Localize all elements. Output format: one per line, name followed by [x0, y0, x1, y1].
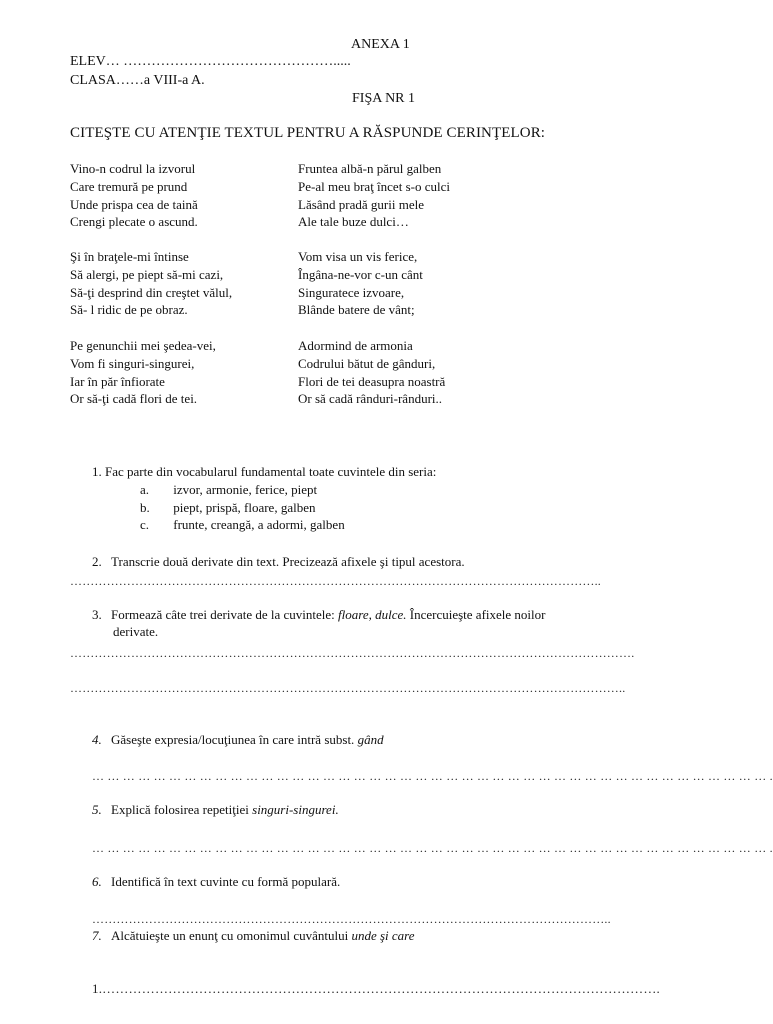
answer-line[interactable]: ………………………………………………………………………………………………………………….. — [70, 574, 601, 588]
option-c — [140, 516, 345, 533]
question-5 — [92, 801, 339, 818]
poem-right-stanza-2 — [298, 248, 423, 319]
option-text: piept, prispă, floare, galben — [173, 500, 316, 515]
student-name-line: ELEV… ………………………………………..... — [70, 54, 351, 69]
poem-line: Codrului bătut de gânduri, — [298, 355, 436, 371]
poem-line: Or să cadă rânduri-rânduri.. — [298, 391, 443, 407]
question-text-continued: Încercuieşte afixele noilor — [406, 607, 546, 622]
poem-line: Flori de tei deasupra noastră — [298, 373, 446, 389]
answer-line[interactable]: ……………………………………………………………………………………………………………………….. — [70, 681, 626, 695]
poem-line: Adormind de armonia — [298, 338, 413, 353]
poem-line: Să-ţi desprind din creştet vălul, — [70, 284, 233, 300]
question-7 — [92, 927, 415, 944]
question-number: 1. — [92, 464, 102, 479]
poem-line: Singuratece izvoare, — [298, 284, 405, 300]
class-line: CLASA……a VIII-a A. — [70, 73, 205, 88]
answer-line[interactable]: 1.………………………………………………………………………………………………………………. — [92, 981, 660, 996]
option-a — [140, 481, 317, 498]
question-text: Alcătuieşte un enunţ cu omonimul cuvântului — [111, 928, 352, 943]
question-text: Identifică în text cuvinte cu formă populară. — [111, 874, 341, 889]
poem-right-stanza-3 — [298, 337, 445, 408]
question-3 — [92, 606, 545, 623]
option-text: frunte, creangă, a adormi, galben — [173, 517, 345, 532]
answer-line[interactable]: … … … … … … … … … … … … … … … … … … … … … … … … … … … … … … … … … … … … … … … … … … … … . — [92, 769, 773, 783]
question-4 — [92, 731, 384, 748]
question-number: 7. — [92, 928, 102, 943]
poem-line: Vino-n codrul la izvorul — [70, 161, 196, 176]
option-letter: c. — [140, 517, 150, 532]
question-keywords: unde şi care — [351, 928, 415, 943]
poem-line: Care tremură pe prund — [70, 178, 188, 194]
question-keyword: gând — [357, 732, 384, 747]
question-number: 4. — [92, 732, 102, 747]
question-number: 2. — [92, 554, 102, 569]
question-3-line-2: derivate. — [113, 624, 159, 639]
option-b — [140, 499, 315, 516]
question-1 — [92, 463, 436, 480]
question-2 — [92, 553, 465, 570]
poem-line: Pe-al meu braţ încet s-o culci — [298, 178, 450, 194]
poem-left-stanza-2 — [70, 248, 232, 319]
poem-line: Fruntea albă-n părul galben — [298, 161, 442, 176]
poem-line: Să- l ridic de pe obraz. — [70, 302, 188, 318]
poem-line: Şi în braţele-mi întinse — [70, 249, 189, 264]
poem-line: Vom fi singuri-singurei, — [70, 355, 195, 371]
worksheet-title: FIŞA NR 1 — [352, 91, 416, 106]
question-text: Fac parte din vocabularul fundamental toate cuvintele din seria: — [105, 464, 437, 479]
poem-right-stanza-1 — [298, 160, 450, 231]
poem-line: Vom visa un vis ferice, — [298, 249, 418, 264]
question-text: Formează câte trei derivate de la cuvintele: — [111, 607, 339, 622]
instruction-heading: CITEŞTE CU ATENŢIE TEXTUL PENTRU A RĂSPUNDE CERINŢELOR: — [70, 125, 546, 141]
poem-line: Crengi plecate o ascund. — [70, 214, 198, 230]
option-letter: b. — [140, 500, 150, 515]
question-6 — [92, 873, 340, 890]
poem-line: Blânde batere de vânt; — [298, 302, 415, 318]
option-text: izvor, armonie, ferice, piept — [173, 482, 318, 497]
answer-line[interactable]: …………………………………………………………………………………………………………………………. — [70, 646, 635, 660]
poem-line: Să alergi, pe piept să-mi cazi, — [70, 266, 224, 282]
question-text: Găseşte expresia/locuţiunea în care intră subst. — [111, 732, 358, 747]
question-number: 6. — [92, 874, 102, 889]
question-keywords: floare, dulce. — [338, 607, 407, 622]
poem-line: Or să-ţi cadă flori de tei. — [70, 391, 198, 407]
poem-line: Lăsând pradă gurii mele — [298, 196, 424, 212]
poem-line: Unde prispa cea de taină — [70, 196, 198, 212]
question-text: Transcrie două derivate din text. Precizează afixele şi tipul acestora. — [111, 554, 465, 569]
answer-line[interactable]: ……………………………………………………………………………………………………………….. — [92, 912, 611, 926]
poem-left-stanza-3 — [70, 337, 216, 408]
question-keyword: singuri-singurei. — [252, 802, 339, 817]
poem-line: Ale tale buze dulci… — [298, 214, 409, 230]
poem-line: Iar în păr înfiorate — [70, 373, 165, 389]
question-number: 3. — [92, 607, 102, 622]
poem-left-stanza-1 — [70, 160, 198, 231]
question-number: 5. — [92, 802, 102, 817]
question-text: Explică folosirea repetiţiei — [111, 802, 253, 817]
answer-line[interactable]: … … … … … … … … … … … … … … … … … … … … … … … … … … … … … … … … … … … … … … … … … … … … . — [92, 841, 773, 855]
poem-line: Îngâna-ne-vor c-un cânt — [298, 266, 423, 282]
option-letter: a. — [140, 482, 150, 497]
poem-line: Pe genunchii mei şedea-vei, — [70, 338, 216, 353]
annex-title: ANEXA 1 — [351, 37, 410, 52]
